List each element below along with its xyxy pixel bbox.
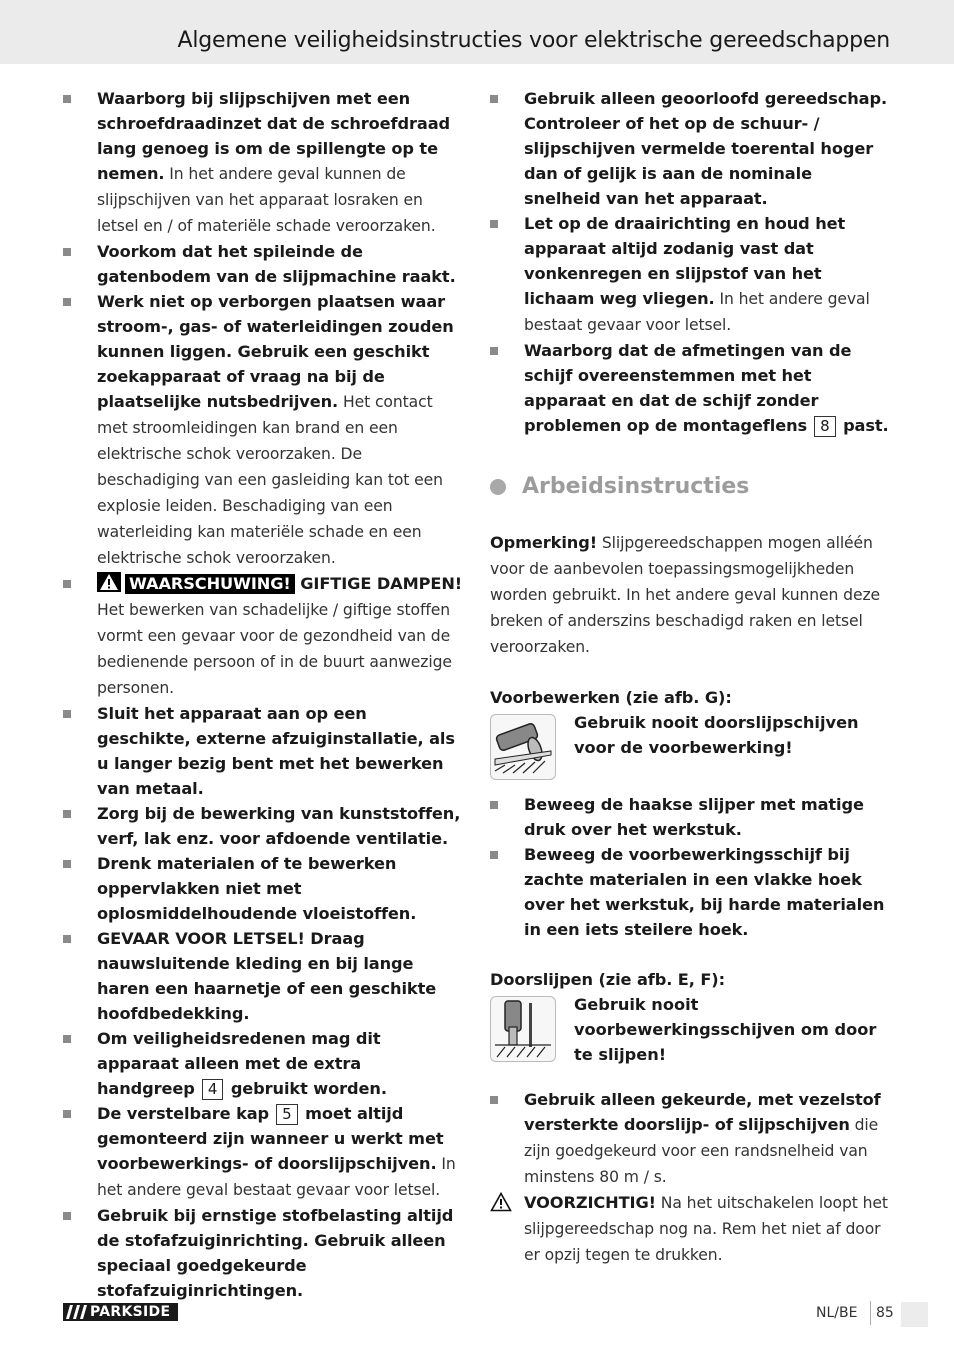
prep-heading (490, 685, 892, 710)
bullet-icon (490, 851, 498, 859)
cut-warning-text: Gebruik nooit voorbewerkingsschijven om door te slijpen! (574, 995, 877, 1064)
item-bold-text: Om veiligheidsredenen mag dit apparaat alleen met de extra handgreep (97, 1029, 381, 1098)
prep-warning-text: Gebruik nooit doorslijpschijven voor de voorbewerking! (574, 713, 859, 757)
item-bold-text: Gebruik alleen gekeurde, met vezelstof versterkte doorslijp- of slijpschijven (524, 1090, 881, 1134)
bullet-icon (63, 298, 71, 306)
list-item (63, 926, 463, 1026)
item-bold-text: moet altijd gemonteerd zijn wanneer u werkt met voorbewerkings- of doorslijpschijven. (97, 1104, 444, 1173)
list-item (490, 792, 892, 842)
item-bold-text: De verstelbare kap (97, 1104, 270, 1123)
item-bold-text: Gebruik bij ernstige stofbelasting altijd de stofafzuiginrichting. Gebruik alleen speciaal goedgekeurde stofafzuiginrichtingen. (97, 1206, 454, 1300)
item-bold-text: gebruikt worden. (225, 1079, 387, 1098)
section-title (490, 472, 892, 502)
note-text: Slijpgereedschappen mogen alléén voor de aanbevolen toepassingsmogelijkheden worden gebruikt. In het andere geval kunnen deze breken of anderszins beschadigd raken en letsel veroorzaken. (490, 534, 881, 656)
item-bold-text: Let op de draairichting en houd het apparaat altijd zodanig vast dat vonkenregen en slijpstof van het lichaam weg vliegen. (524, 214, 846, 308)
cut-heading-text: Doorslijpen (zie afb. E, F): (490, 970, 725, 989)
note-label: Opmerking! (490, 533, 597, 552)
item-bold-text: Zorg bij de bewerking van kunststoffen, verf, lak enz. voor afdoende ventilatie. (97, 804, 461, 848)
left-column (63, 86, 463, 1303)
item-text: die zijn goedgekeurd voor een randsnelheid van minstens 80 m / s. (524, 1116, 879, 1186)
section-title-text: Arbeidsinstructies (522, 474, 750, 499)
bullet-icon (63, 935, 71, 943)
bullet-icon (63, 95, 71, 103)
bullet-icon (490, 220, 498, 228)
list-item (63, 851, 463, 926)
list-item (490, 338, 892, 438)
bullet-icon (63, 1110, 71, 1118)
item-bold-text: Waarborg dat de afmetingen van de schijf overeenstemmen met het apparaat en dat de schijf zonder problemen op de montageflens (524, 341, 852, 435)
item-bold-text: past. (837, 416, 889, 435)
bullet-icon (490, 347, 498, 355)
item-bold-text: Beweeg de haakse slijper met matige druk over het werkstuk. (524, 795, 864, 839)
note-paragraph (490, 530, 892, 660)
item-bold-text: GEVAAR VOOR LETSEL! Draag nauwsluitende kleding en bij lange haren een haarnetje of een geschikte hoofdbedekking. (97, 929, 437, 1023)
item-bold-text: Gebruik alleen geoorloofd gereedschap. Controleer of het op de schuur- / slijpschijven vermelde toerental hoger dan of gelijk is aan de nominale snelheid van het apparaat. (524, 89, 888, 208)
list-item (63, 1026, 463, 1101)
list-item (490, 1087, 892, 1190)
list-item (490, 842, 892, 942)
page-number: 85 (876, 1305, 894, 1321)
grinder-cutting-illustration-icon (490, 996, 556, 1062)
list-item (63, 289, 463, 571)
bullet-icon (63, 860, 71, 868)
item-text: Het contact met stroomleidingen kan brand en een elektrische schok veroorzaken. De beschadiging van een gasleiding kan tot een explosie leiden. Beschadiging van een waterleiding kan materiële schade en een elektrische schok veroorzaken. (97, 393, 443, 567)
list-item (63, 701, 463, 801)
item-bold-text: Werk niet op verborgen plaatsen waar stroom-, gas- of waterleidingen zouden kunnen liggen. Gebruik een geschikt zoekapparaat of vraag na bij de plaatselijke nutsbedrijven. (97, 292, 454, 411)
bullet-icon (490, 801, 498, 809)
item-bold-text: Waarborg bij slijpschijven met een schroefdraadinzet dat de schroefdraad lang genoeg is om de spillengte op te nemen. (97, 89, 451, 183)
item-bold-text: Sluit het apparaat aan op een geschikte, externe afzuiginstallatie, als u langer bezig bent met het bewerken van metaal. (97, 704, 455, 798)
list-item (490, 86, 892, 211)
prep-heading-text: Voorbewerken (zie afb. G): (490, 688, 732, 707)
list-item (63, 239, 463, 289)
caution-item (490, 1190, 892, 1268)
list-item (63, 86, 463, 239)
cut-illustration-row (490, 992, 892, 1067)
item-text: In het andere geval bestaat gevaar voor letsel. (524, 290, 870, 334)
bullet-icon (490, 95, 498, 103)
item-text: In het andere geval kunnen de slijpschijven van het apparaat losraken en letsel en / of materiële schade veroorzaken. (97, 165, 436, 235)
item-bold-text: Voorkom dat het spileinde de gatenbodem van de slijpmachine raakt. (97, 242, 456, 286)
caution-label: VOORZICHTIG! (524, 1193, 656, 1212)
list-item (490, 211, 892, 338)
bullet-icon (63, 248, 71, 256)
list-item (63, 1101, 463, 1203)
warning-icon (97, 572, 121, 592)
section-dot-icon (490, 479, 506, 495)
list-item (63, 801, 463, 851)
bullet-icon (63, 580, 71, 588)
bullet-icon (63, 1212, 71, 1220)
cut-heading (490, 967, 892, 992)
page-title: Algemene veiligheidsinstructies voor elektrische gereedschappen (177, 28, 890, 53)
part-ref: 4 (202, 1079, 223, 1100)
bullet-icon (490, 1096, 498, 1104)
caution-triangle-icon (490, 1192, 512, 1212)
caution-text: Na het uitschakelen loopt het slijpgereedschap nog na. Rem het niet af door er opzij tegen te drukken. (524, 1194, 888, 1264)
right-column (490, 86, 892, 1268)
parkside-logo (63, 1303, 178, 1321)
warning-label: WAARSCHUWING! (125, 574, 295, 594)
bullet-icon (63, 810, 71, 818)
item-bold-text: GIFTIGE DAMPEN! (294, 574, 463, 593)
grinder-roughing-illustration-icon (490, 714, 556, 780)
footer-tab-marker (901, 1302, 928, 1327)
logo-stripes-icon (66, 1305, 88, 1319)
item-bold-text: Beweeg de voorbewerkingsschijf bij zachte materialen in een vlakke hoek over het werkstuk, bij harde materialen in een iets steilere hoek. (524, 845, 885, 939)
list-item (63, 1203, 463, 1303)
item-text: In het andere geval bestaat gevaar voor letsel. (97, 1155, 456, 1199)
bullet-icon (63, 1035, 71, 1043)
footer-language: NL/BE (816, 1305, 858, 1321)
part-ref: 8 (814, 416, 835, 437)
page-header (0, 0, 954, 64)
item-text: Het bewerken van schadelijke / giftige stoffen vormt een gevaar voor de gezondheid van de bedienende persoon of in de buurt aanwezige personen. (97, 601, 452, 697)
bullet-icon (63, 710, 71, 718)
footer-divider (870, 1301, 871, 1325)
prep-illustration-row (490, 710, 892, 772)
part-ref: 5 (276, 1104, 297, 1125)
logo-text: PARKSIDE (90, 1304, 171, 1320)
list-item-warning (63, 571, 463, 701)
item-bold-text: Drenk materialen of te bewerken oppervlakken niet met oplosmiddelhoudende vloeistoffen. (97, 854, 417, 923)
